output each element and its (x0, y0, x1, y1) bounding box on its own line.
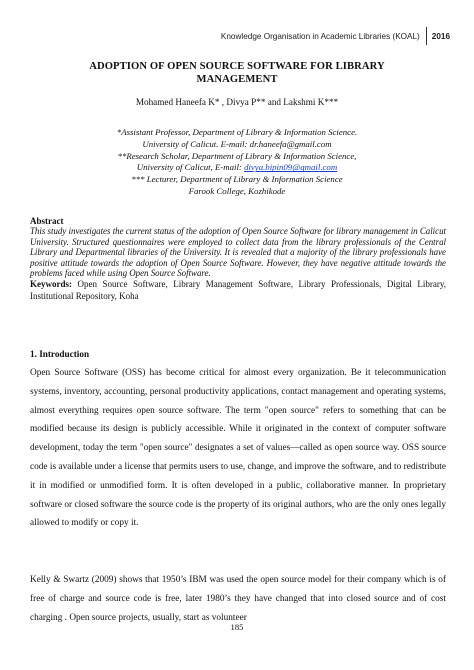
keywords-label: Keywords: (30, 279, 72, 289)
abstract-heading: Abstract (30, 216, 64, 226)
journal-year: 2016 (431, 31, 450, 41)
affiliation-line-4 (40, 162, 434, 174)
header-divider (426, 27, 427, 45)
email-link[interactable]: divya.bipin09@gmail.com (244, 162, 338, 173)
title-line-1: ADOPTION OF OPEN SOURCE SOFTWARE FOR LIBRARY (89, 61, 385, 72)
keywords (30, 278, 446, 302)
affiliation-line-5: *** Lecturer, Department of Library & Information Science (131, 174, 343, 185)
introduction-paragraph-2: Kelly & Swartz (2009) shows that 1950’s IBM was used the open source model for their company which is of free of charge and source code is free, later 1980’s they have changed that into closed source and of cost charging . Open source projects, usually, start as volunteer (30, 575, 446, 623)
section-heading-introduction: 1. Introduction (30, 349, 90, 359)
page-number: 185 (230, 622, 244, 632)
affiliation-line-6: Farook College, Kozhikode (188, 185, 286, 196)
author-list: Mohamed Haneefa K* , Divya P** and Lakshmi K*** (135, 97, 339, 107)
abstract-body: This study investigates the current status of the adoption of Open Source Software for library management in Calicut University. Structured questionnaires were employed to collect data from the library professionals of the Central Library and Departmental libraries of the University. It is revealed that a majority of the library professionals have positive attitude towards the adoption of Open Source Software. However, they have negative attitude towards the problems faced while using Open Source Software. (30, 226, 446, 279)
affiliation-line-1: *Assistant Professor, Department of Library & Information Science. (116, 127, 358, 137)
affiliations (40, 127, 434, 198)
affiliation-line-3: **Research Scholar, Department of Library & Information Science, (117, 150, 357, 161)
affiliation-line-4-prefix: University of Calicut, E-mail: (136, 162, 245, 173)
affiliation-line-2: University of Calicut. E-mail: dr.haneefa@gmail.com (142, 138, 332, 149)
keywords-text: Open Source Software, Library Management Software, Library Professionals, Digital Library, Institutional Repository, Koha (30, 279, 446, 301)
running-header (221, 26, 450, 46)
paper-title (60, 60, 414, 86)
introduction-paragraph-1: Open Source Software (OSS) has become critical for almost every organization. Be it telecommunication systems, inventory, accounting, personal productivity applications, contact management and operating systems, almost everything requires open source software. The term "open source" refers to something that can be modified because its design is publicly accessible. While it originated in the context of computer software development, today the term "open source" designates a set of values—called as open source way. OSS source code is available under a license that permits users to use, change, and improve the software, and to redistribute it in modified or unmodified form. It is often developed in a public, collaborative manner. In proprietary software or closed software the source code is the property of its original authors, who are the only ones legally allowed to modify or copy it. (30, 368, 446, 529)
journal-name: Knowledge Organisation in Academic Libraries (KOAL) (220, 31, 420, 41)
title-line-2: MANAGEMENT (196, 74, 278, 85)
